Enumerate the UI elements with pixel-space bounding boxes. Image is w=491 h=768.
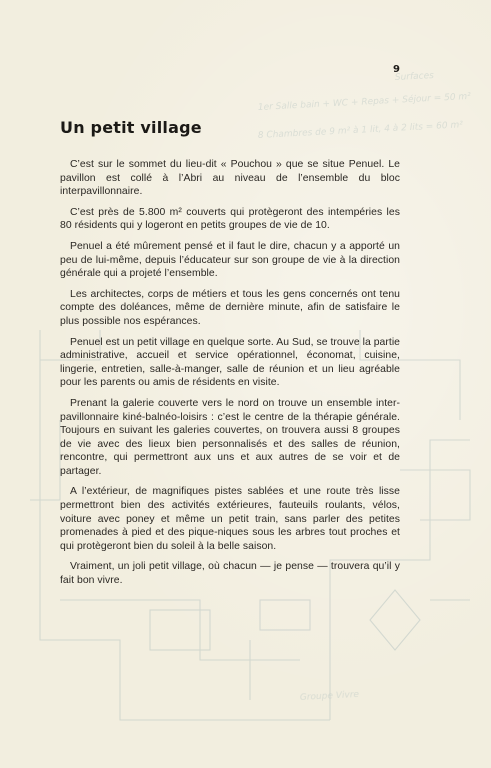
svg-text:8 Chambres de 9 m² à 1 lit, 4: 8 Chambres de 9 m² à 1 lit, 4 à 2 lits = 60 m² [257, 120, 464, 141]
article-body [60, 158, 400, 588]
paragraph-3: Penuel a été mûrement pensé et il faut le dire, chacun y a apporté un peu de lui-même, depuis l’éducateur sur son groupe de vie à la direction générale qui a projeté l’ensemble. [60, 240, 400, 280]
paragraph-4: Les architectes, corps de métiers et tous les gens concernés ont tenu compte des doléances, même de dernière minute, afin de satisfaire le plus possible nos espérances. [60, 288, 400, 327]
paragraph-8: Vraiment, un joli petit village, où chacun — je pense — trouvera qu’il y fait bon vivre. [60, 561, 400, 587]
paragraph-6: Prenant la galerie couverte vers le nord on trouve un ensemble inter-pavillonnaire kiné-balnéo-loisirs : c’est le centre de la thérapie générale. Toujours en suivant les galeries couvertes, on trouvera aussi 8 groupes de vie avec des lieux bien personnalisés et des salles de réunion, rencontre, qui permettront aux uns et aux autres de se voir et de partager. [60, 397, 400, 477]
svg-text:1er Salle bain + WC + Repas +: 1er Salle bain + WC + Repas + Séjour = 50 m² [257, 91, 472, 113]
svg-text:Surfaces: Surfaces [394, 70, 435, 83]
page-title: Un petit village [60, 118, 202, 137]
svg-text:Groupe Vivre: Groupe Vivre [299, 689, 360, 703]
paragraph-1: C’est sur le sommet du lieu-dit « Pouchou » que se situe Penuel. Le pavillon est collé à l’Abri au niveau de l’ensemble du bloc interpavillonnaire. [60, 159, 400, 198]
paragraph-7: A l’extérieur, de magnifiques pistes sablées et une route très lisse permettront bien des activités extérieures, fauteuils roulants, vélos, voiture avec poney et même un petit train, sans parler des petites promenades à pied et des pique-niques sous les arbres tout proches et qui protègeront bien du soleil à la belle saison. [60, 486, 400, 552]
paragraph-5: Penuel est un petit village en quelque sorte. Au Sud, se trouve la partie administrative, accueil et service opérationnel, économat, cuisine, lingerie, entretien, salle-à-manger, salle de réunion et un lieu agréable pour les parents ou amis de résidents en visite. [60, 336, 401, 389]
page-number: 9 [393, 64, 400, 75]
paragraph-2: C’est près de 5.800 m² couverts qui protègeront des intempéries les 80 résidents qui y logeront en petits groupes de vie de 10. [60, 206, 400, 232]
